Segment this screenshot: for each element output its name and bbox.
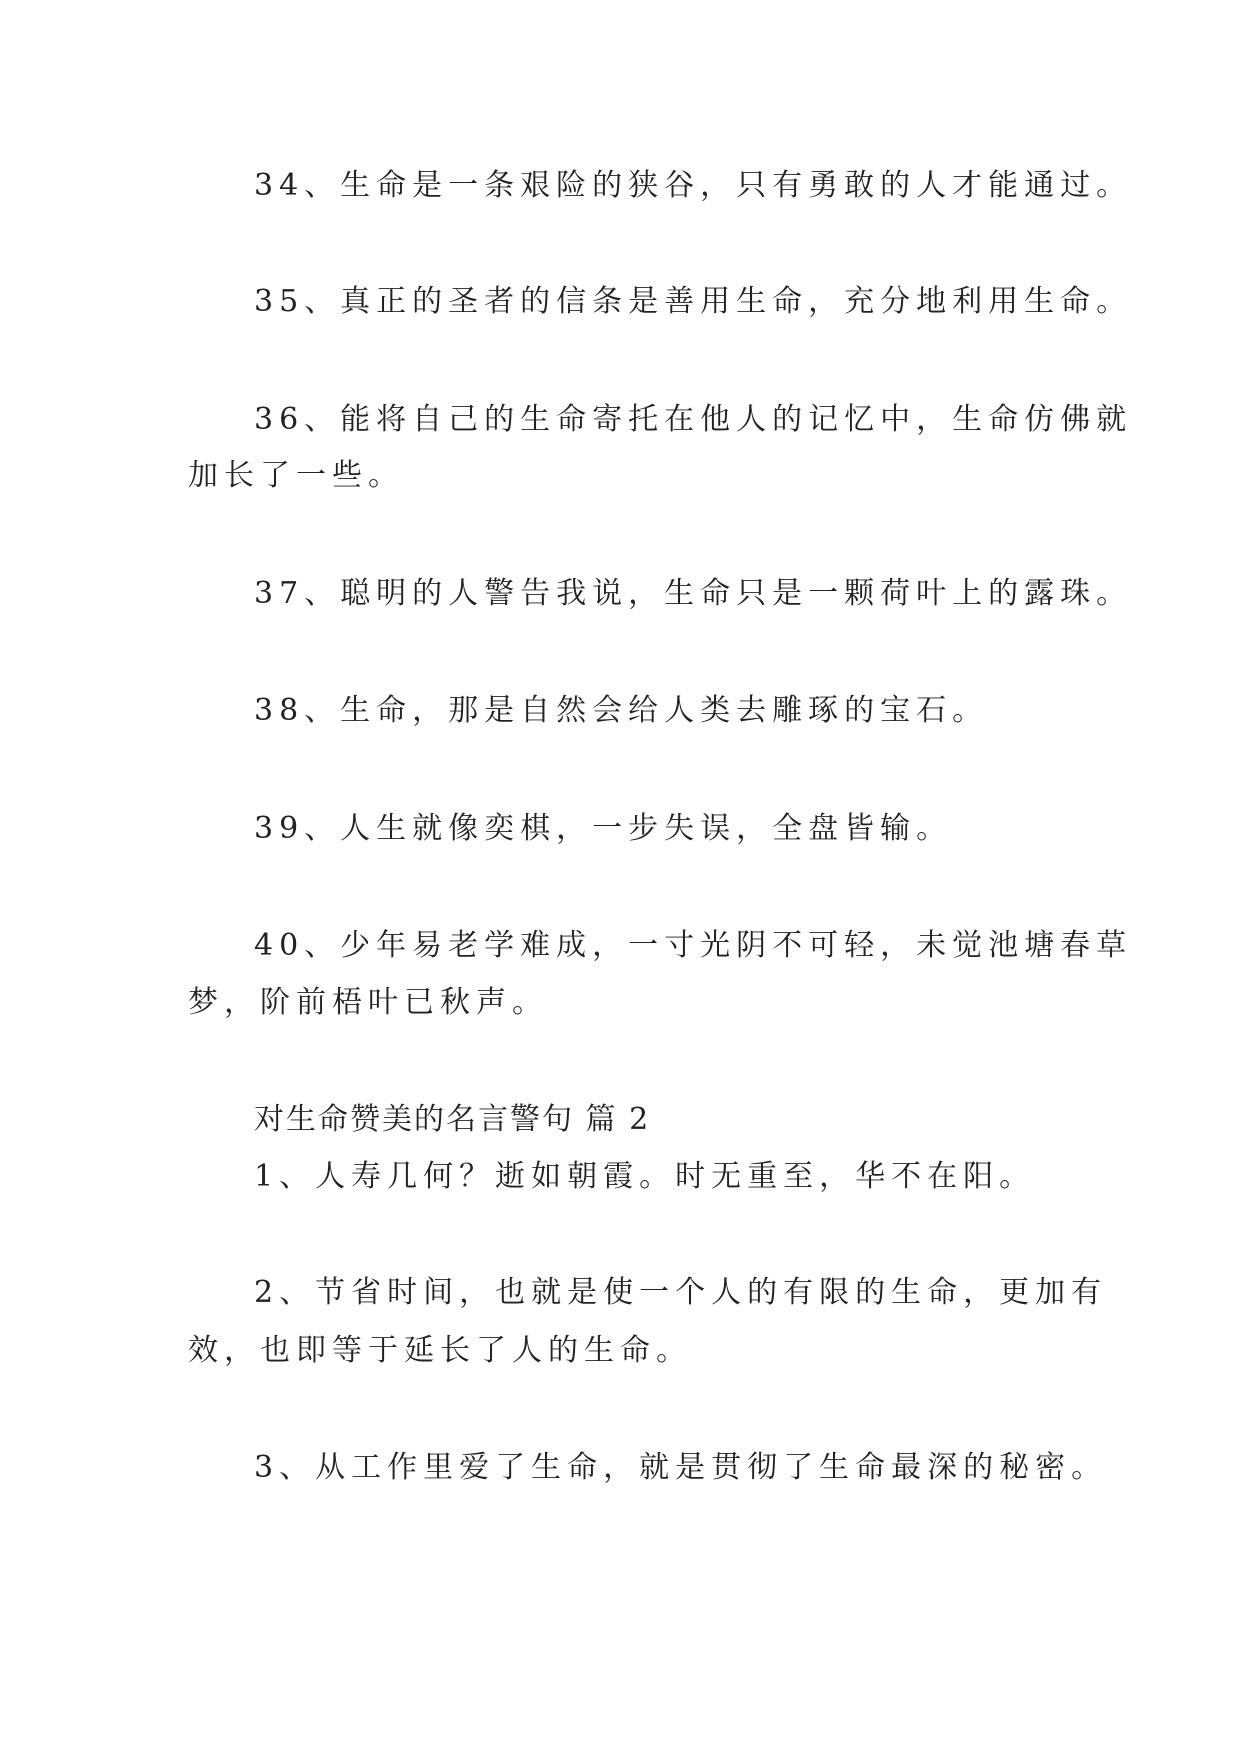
quote-38-line-1: 38、生命，那是自然会给人类去雕琢的宝石。 (254, 693, 989, 728)
quote-34-line-1: 34、生命是一条艰险的狭谷，只有勇敢的人才能通过。 (254, 168, 1133, 203)
quote-36-line-2: 加长了一些。 (188, 458, 404, 493)
quote-36-line-1: 36、能将自己的生命寄托在他人的记忆中，生命仿佛就 (254, 402, 1133, 437)
quote-2-3-line-1: 3、从工作里爱了生命，就是贯彻了生命最深的秘密。 (254, 1450, 1108, 1485)
quote-39-line-1: 39、人生就像奕棋，一步失误，全盘皆输。 (254, 811, 953, 846)
quote-40-line-2: 梦，阶前梧叶已秋声。 (188, 985, 548, 1020)
section-heading: 对生命赞美的名言警句 篇 2 (254, 1102, 651, 1137)
quote-40-line-1: 40、少年易老学难成，一寸光阴不可轻，未觉池塘春草 (254, 928, 1133, 963)
quote-37-line-1: 37、聪明的人警告我说，生命只是一颗荷叶上的露珠。 (254, 576, 1133, 611)
quote-35-line-1: 35、真正的圣者的信条是善用生命，充分地利用生命。 (254, 284, 1133, 319)
quote-2-2-line-2: 效，也即等于延长了人的生命。 (188, 1333, 692, 1368)
quote-2-1-line-1: 1、人寿几何？逝如朝霞。时无重至，华不在阳。 (254, 1159, 1036, 1194)
quote-2-2-line-1: 2、节省时间，也就是使一个人的有限的生命，更加有 (254, 1275, 1108, 1310)
